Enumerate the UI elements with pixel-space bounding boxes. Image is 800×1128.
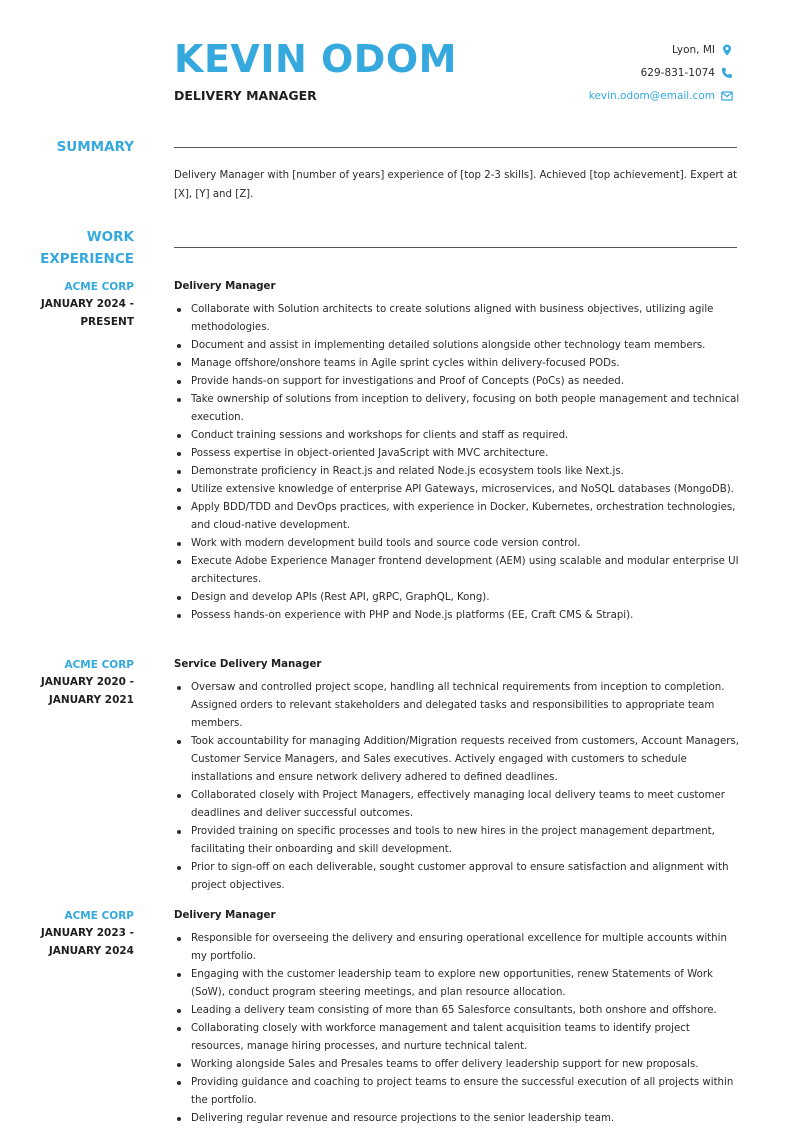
job-bullet: Responsible for overseeing the delivery and ensuring operational excellence for multiple accounts within my portfolio. — [174, 930, 742, 966]
job-bullet: Conduct training sessions and workshops for clients and staff as required. — [174, 427, 742, 445]
contact-email[interactable] — [589, 89, 733, 103]
job-bullet: Leading a delivery team consisting of more than 65 Salesforce consultants, both onshore and offshore. — [174, 1002, 742, 1020]
experience-heading-line1: WORK — [86, 229, 134, 245]
job-bullet: Provide hands-on support for investigations and Proof of Concepts (PoCs) as needed. — [174, 373, 742, 391]
experience-heading — [40, 226, 134, 270]
job-bullet: Apply BDD/TDD and DevOps practices, with experience in Docker, Kubernetes, orchestration technologies, and cloud-native development. — [174, 499, 742, 535]
summary-divider — [174, 147, 737, 148]
job-bullet: Prior to sign-off on each deliverable, sought customer approval to ensure satisfaction and alignment with project objectives. — [174, 859, 742, 895]
job-bullet: Delivering regular revenue and resource projections to the senior leadership team. — [174, 1110, 742, 1128]
job-dates-start: JANUARY 2024 - — [40, 298, 134, 310]
job-bullet: Provided training on specific processes and tools to new hires in the project management department, facilitating their onboarding and skill development. — [174, 823, 742, 859]
envelope-icon — [721, 90, 733, 102]
job-bullet: Possess hands-on experience with PHP and Node.js platforms (EE, Craft CMS & Strapi). — [174, 607, 742, 625]
experience-divider — [174, 247, 737, 248]
job-bullets — [174, 930, 742, 1128]
contact-phone — [641, 66, 733, 80]
job-company: ACME CORP — [64, 910, 134, 922]
phone-icon — [721, 67, 733, 79]
job-bullets — [174, 679, 742, 895]
job-bullet: Collaborating closely with workforce management and talent acquisition teams to identify project resources, manage hiring processes, and nurture technical talent. — [174, 1020, 742, 1056]
job-dates-end: PRESENT — [80, 316, 134, 328]
job-bullet: Collaborate with Solution architects to create solutions aligned with business objectives, utilizing agile methodologies. — [174, 301, 742, 337]
candidate-name: KEVIN ODOM — [174, 37, 457, 81]
job-dates-end: JANUARY 2024 — [48, 945, 134, 957]
job-bullet: Engaging with the customer leadership team to explore new opportunities, renew Statements of Work (SoW), conduct program steering meetings, and plan resource allocation. — [174, 966, 742, 1002]
experience-heading-line2: EXPERIENCE — [40, 251, 134, 267]
job-dates-end: JANUARY 2021 — [48, 694, 134, 706]
email-link[interactable]: kevin.odom@email.com — [588, 90, 715, 102]
summary-heading: SUMMARY — [56, 139, 134, 155]
job-bullet: Manage offshore/onshore teams in Agile sprint cycles within delivery-focused PODs. — [174, 355, 742, 373]
job-bullet: Possess expertise in object-oriented JavaScript with MVC architecture. — [174, 445, 742, 463]
job-bullet: Collaborated closely with Project Managers, effectively managing local delivery teams to meet customer deadlines and deliver successful outcomes. — [174, 787, 742, 823]
job-bullet: Take ownership of solutions from inception to delivery, focusing on both people management and technical execution. — [174, 391, 742, 427]
job-bullet: Working alongside Sales and Presales teams to offer delivery leadership support for new proposals. — [174, 1056, 742, 1074]
contact-location — [672, 43, 733, 57]
job-company: ACME CORP — [64, 659, 134, 671]
job-dates — [24, 924, 134, 960]
job-bullet: Demonstrate proficiency in React.js and related Node.js ecosystem tools like Next.js. — [174, 463, 742, 481]
job-bullet: Document and assist in implementing detailed solutions alongside other technology team members. — [174, 337, 742, 355]
candidate-role: DELIVERY MANAGER — [174, 88, 317, 103]
summary-text: Delivery Manager with [number of years] experience of [top 2-3 skills]. Achieved [top achievement]. Expert at [X], [Y] and [Z]. — [174, 170, 738, 200]
job-bullet: Oversaw and controlled project scope, handling all technical requirements from inception to completion. Assigned orders to relevant stakeholders and delegated tasks and responsibilities to appropriate team members. — [174, 679, 742, 733]
job-bullet: Execute Adobe Experience Manager frontend development (AEM) using scalable and modular enterprise UI architectures. — [174, 553, 742, 589]
job-bullet: Took accountability for managing Addition/Migration requests received from customers, Account Managers, Customer Service Managers, and Sales executives. Actively engaged with customers to schedule installations and ensure network delivery adhered to defined deadlines. — [174, 733, 742, 787]
job-title: Delivery Manager — [174, 910, 276, 921]
job-bullets — [174, 301, 742, 625]
phone-text: 629-831-1074 — [640, 67, 715, 79]
job-bullet: Design and develop APIs (Rest API, gRPC, GraphQL, Kong). — [174, 589, 742, 607]
job-bullet: Work with modern development build tools and source code version control. — [174, 535, 742, 553]
job-dates-start: JANUARY 2020 - — [40, 676, 134, 688]
job-company: ACME CORP — [64, 281, 134, 293]
job-dates-start: JANUARY 2023 - — [40, 927, 134, 939]
job-bullet: Utilize extensive knowledge of enterprise API Gateways, microservices, and NoSQL databases (MongoDB). — [174, 481, 742, 499]
job-bullet: Providing guidance and coaching to project teams to ensure the successful execution of all projects within the portfolio. — [174, 1074, 742, 1110]
job-title: Delivery Manager — [174, 281, 276, 292]
job-dates — [24, 295, 134, 331]
map-pin-icon — [721, 44, 733, 56]
job-dates — [24, 673, 134, 709]
location-text: Lyon, MI — [671, 44, 715, 56]
job-title: Service Delivery Manager — [174, 659, 322, 670]
